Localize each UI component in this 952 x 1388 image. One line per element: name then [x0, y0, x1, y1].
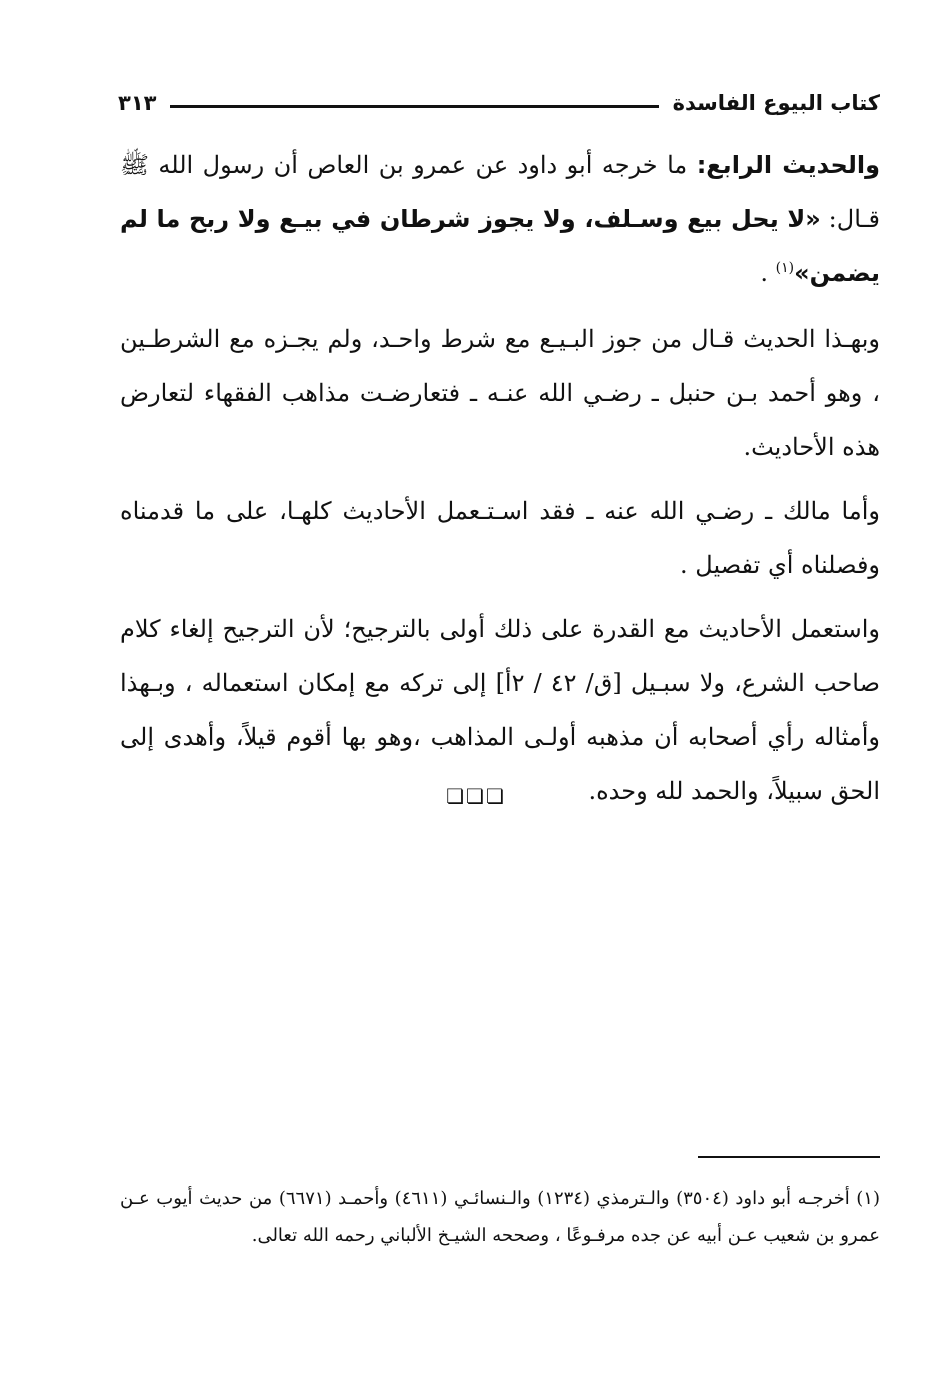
section-end-ornament: ❏❏❏ [446, 784, 506, 808]
main-text [120, 138, 880, 828]
page-number: ٣١٣ [118, 91, 157, 115]
hadith-quote: «لا يحل بيع وسـلف، ولا يجوز شرطان في بيـع ولا ربح ما لم يضمن» [120, 205, 880, 287]
running-header [118, 86, 880, 120]
footnote-separator [698, 1156, 880, 1158]
paragraph-conclusion: واستعمل الأحاديث مع القدرة على ذلك أولى بالترجيح؛ لأن الترجيح إلغاء كلام صاحب الشرع، ولا سبـيل [ق/ ٤٢ / ٢أ] إلى تركه مع إمكان استعماله ، وبـهذا وأمثاله رأي أصحابه أن مذهبه أولـى المذاهب ،وهو بها أقوم قيلاً، وأهدى إلى الحق سبيلاً، والحمد لله وحده. [120, 615, 880, 805]
paragraph-end: . [760, 259, 776, 287]
chapter-title: كتاب البيوع الفاسدة [672, 91, 880, 115]
footnote: (١) أخرجـه أبو داود (٣٥٠٤) والـترمذي (١٢٣٤) والـنسائـي (٤٦١١) وأحمـد (٦٦٧١) من حديث أيوب عـن عمرو بن شعيب عـن أبيه عن جده مرفـوعًا ، وصححه الشيـخ الألباني رحمه الله تعالى. [120, 1188, 880, 1246]
paragraph-malik: وأما مالك ـ رضـي الله عنه ـ فقد اسـتـعمل الأحاديث كلهـا، على ما قدمناه وفصلناه أي تفصيل . [120, 497, 880, 579]
paragraph-hadith-four [120, 138, 880, 300]
section-lead: والحديث الرابع: [696, 151, 880, 179]
header-rule [170, 105, 658, 108]
hadith-intro: ما خرجه أبو داود عن عمرو بن العاص أن رسول الله ﷺ قـال: [120, 151, 881, 233]
footnote-reference: (١) [775, 260, 795, 276]
paragraph-ahmad: وبهـذا الحديث قـال من جوز البـيـع مع شرط واحـد، ولم يجـزه مع الشرطـين ، وهو أحمد بـن حنبل ـ رضـي الله عنـه ـ فتعارضـت مذاهب الفقهاء لتعارض هذه الأحاديث. [120, 325, 881, 461]
